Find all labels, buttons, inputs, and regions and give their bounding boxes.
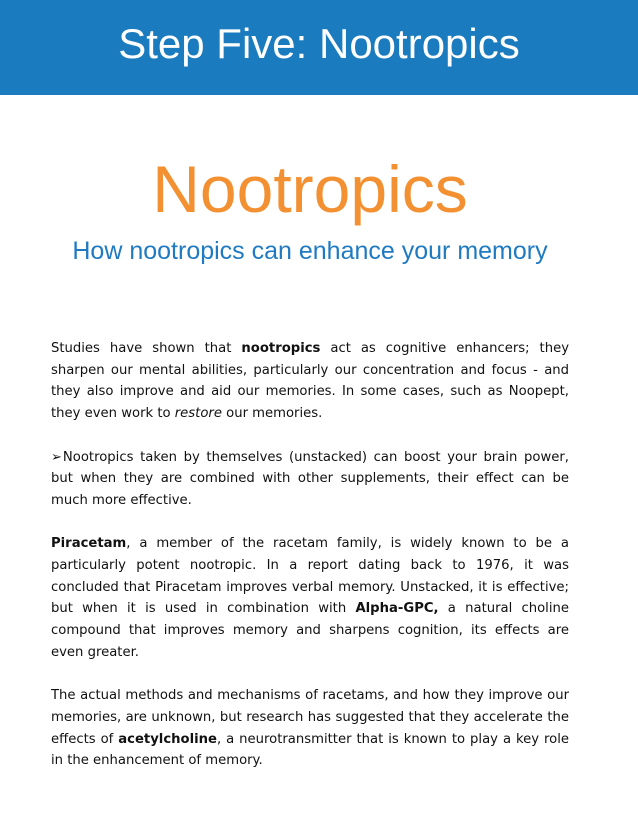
header-banner xyxy=(0,0,638,95)
italic-term-restore: restore xyxy=(174,406,222,422)
text-segment: , a member of the racetam family, is widely known to be a particularly potent nootropic. In a report dating back to 1976, it was concluded that Piracetam improves verbal memory. Unstacked, it is effective; but when it is used in combination with xyxy=(51,536,569,617)
paragraph-2 xyxy=(51,447,569,512)
paragraph-4 xyxy=(51,685,569,772)
bold-term-piracetam: Piracetam xyxy=(51,536,127,552)
text-segment: our memories. xyxy=(221,406,323,422)
text-segment: Studies have shown that xyxy=(51,341,242,356)
bold-term-acetylcholine: acetylcholine xyxy=(118,731,217,747)
page-title: Nootropics xyxy=(152,152,468,226)
text-segment: The actual methods and mechanisms of racetams, and how they improve our memories, are unknown, but research has suggested that they accelerate the effects of xyxy=(51,688,569,747)
article-body xyxy=(51,338,569,772)
paragraph-3 xyxy=(51,533,569,663)
paragraph-1 xyxy=(51,338,569,425)
text-segment: , a neurotransmitter that is known to play a key role in the enhancement of memory. xyxy=(51,731,570,769)
text-segment: act as cognitive enhancers; they sharpen our mental abilities, particularly our concentration and focus - and they also improve and aid our memories. In some cases, such as Noopept, they even work to xyxy=(51,341,569,422)
arrow-bullet-icon: ➢ xyxy=(51,449,62,465)
text-segment: Nootropics taken by themselves (unstacked) can boost your brain power, but when they are combined with other supplements, their effect can be much more effective. xyxy=(51,449,569,508)
bold-term-alpha-gpc: Alpha-GPC, xyxy=(355,601,439,617)
bold-term-nootropics: nootropics xyxy=(241,341,321,356)
page-subtitle: How nootropics can enhance your memory xyxy=(72,237,548,265)
text-segment: a natural choline compound that improves memory and sharpens cognition, its effects are even greater. xyxy=(51,601,569,660)
header-title: Step Five: Nootropics xyxy=(118,19,520,67)
